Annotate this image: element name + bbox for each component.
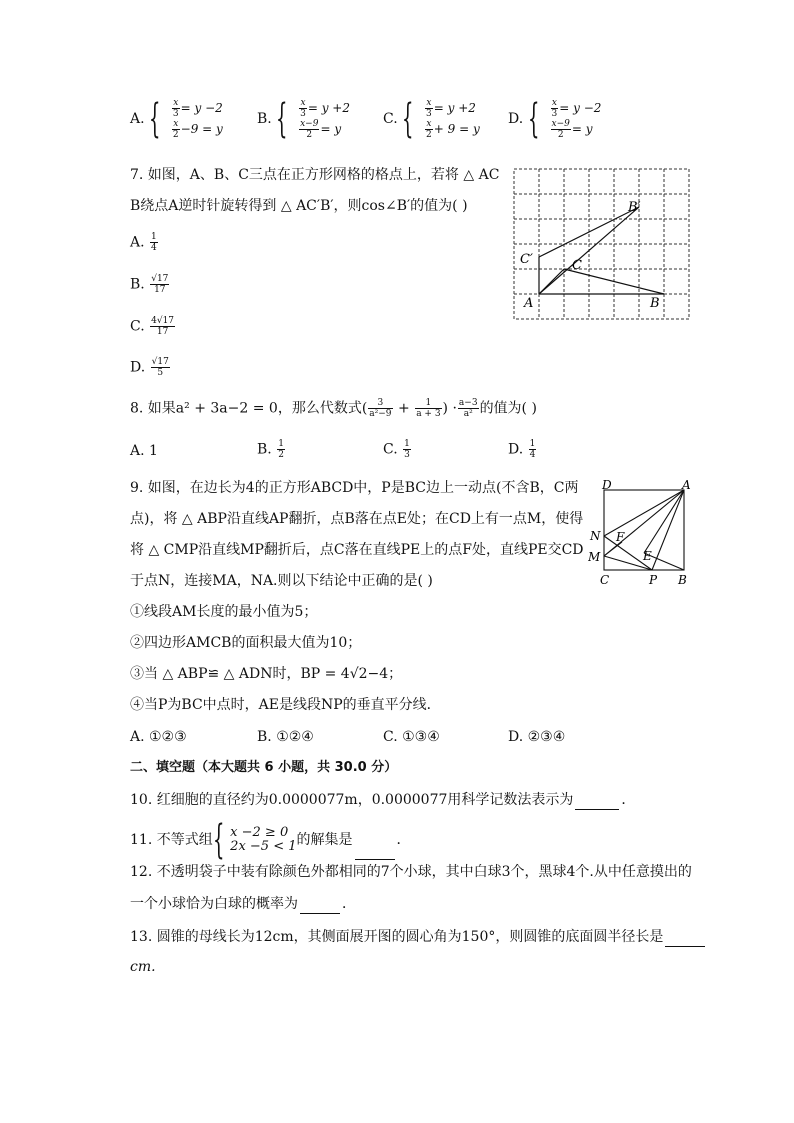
q8-option-c: C. $\frac{1}{3}$ bbox=[383, 439, 410, 460]
q8-option-b: B. $\frac{1}{2}$ bbox=[257, 439, 284, 460]
brace: { bbox=[527, 96, 540, 142]
q7-stem-line1: 7. 如图，A、B、C三点在正方形网格的格点上，若将 △ AC bbox=[130, 167, 500, 183]
segment-ae bbox=[644, 490, 684, 553]
q8-option-d: D. $\frac{1}{4}$ bbox=[508, 439, 536, 460]
q9-option-a: A. ①②③ bbox=[130, 729, 187, 745]
q8-option-a: A. 1 bbox=[130, 443, 158, 459]
q13-line2: cm. bbox=[130, 959, 156, 975]
label-c-prime: C′ bbox=[520, 252, 533, 267]
q12-line2: 一个小球恰为白球的概率为 ． bbox=[130, 893, 356, 914]
q7-grid-figure bbox=[510, 165, 695, 325]
label-f: F bbox=[616, 530, 625, 544]
option-label: A. bbox=[130, 111, 145, 127]
q13-line1: 13. 圆锥的母线长为12cm，其侧面展开图的圆心角为150°，则圆锥的底面圆半径长是 bbox=[130, 926, 707, 947]
option-label: C. bbox=[383, 111, 398, 127]
option-label: B. bbox=[257, 111, 272, 127]
brace: { bbox=[402, 96, 414, 142]
label-m: M bbox=[588, 550, 601, 564]
segment-mf bbox=[604, 542, 622, 556]
triangles bbox=[539, 207, 664, 294]
q7-option-c: C. $\frac{4√17}{17}$ bbox=[130, 316, 175, 337]
brace: { bbox=[276, 96, 288, 142]
q9-square-figure bbox=[588, 478, 698, 590]
q10: 10. 红细胞的直径约为0.0000077m，0.0000077用科学记数法表示为 ． bbox=[130, 789, 635, 810]
option-label: D. bbox=[508, 111, 524, 127]
q7-stem-line2: B绕点A逆时针旋转得到 △ AC′B′，则cos∠B′的值为( ) bbox=[130, 198, 468, 214]
label-d: D bbox=[602, 478, 612, 492]
q9-statement-1: ①线段AM长度的最小值为5； bbox=[130, 604, 318, 620]
q6-option-a: A. { $\frac{x}{3}$ = y −2 $\frac{x}{2}$ −9 = y bbox=[130, 96, 223, 142]
q6-option-c: C. { $\frac{x}{3}$ = y +2 $\frac{x}{2}$ + 9 = y bbox=[383, 96, 480, 142]
label-c: C bbox=[600, 573, 610, 587]
q7-option-a: A. $\frac{1}{4}$ bbox=[130, 232, 157, 253]
q9-option-b: B. ①②④ bbox=[257, 729, 314, 745]
q9-option-c: C. ①③④ bbox=[383, 729, 440, 745]
label-a: A bbox=[682, 478, 691, 492]
answer-blank[interactable] bbox=[665, 926, 705, 947]
q7-option-d: D. $\frac{√17}{5}$ bbox=[130, 357, 169, 378]
section-fill-in-title: 二、填空题（本大题共 6 小题，共 30.0 分） bbox=[130, 760, 398, 775]
q7-option-b: B. $\frac{√17}{17}$ bbox=[130, 274, 169, 295]
q9-statement-2: ②四边形AMCB的面积最大值为10； bbox=[130, 635, 362, 651]
q6-option-d: D. { $\frac{x}{3}$ = y −2 $\frac{x-9}{2}$ = y bbox=[508, 96, 602, 142]
label-n: N bbox=[590, 529, 601, 543]
label-p: P bbox=[649, 573, 658, 587]
q12-line1: 12. 不透明袋子中装有除颜色外都相同的7个小球，其中白球3个，黑球4个.从中任意摸出的 bbox=[130, 864, 692, 880]
brace: { bbox=[149, 96, 161, 142]
label-c: C bbox=[572, 258, 582, 273]
q9-stem-line3: 将 △ CMP沿直线MP翻折后，点C落在直线PE上的点F处，直线PE交CD bbox=[130, 542, 584, 558]
q8-stem: 8. 如果a² + 3a−2 = 0，那么代数式( $\frac{3}{\text{a²−9}}$ + $\frac{1}{a + 3}$ ) · $\frac{a-3}{\text{a²}}$ 的值为( ) bbox=[130, 398, 537, 419]
grid-lines bbox=[514, 169, 689, 319]
label-b: B bbox=[650, 296, 660, 311]
q9-statement-3: ③当 △ ABP≌ △ ADN时，BP = 4√2−4； bbox=[130, 666, 403, 682]
q9-statement-4: ④当P为BC中点时，AE是线段NP的垂直平分线． bbox=[130, 697, 441, 713]
answer-blank[interactable] bbox=[355, 839, 395, 860]
answer-blank[interactable] bbox=[575, 789, 619, 810]
q9-option-d: D. ②③④ bbox=[508, 729, 566, 745]
label-b: B bbox=[678, 573, 687, 587]
label-a: A bbox=[524, 296, 534, 311]
q11: 11. 不等式组{ x −2 ≥ 0 2x −5 < 1 的解集是 ． bbox=[130, 817, 411, 863]
q6-option-b: B. { $\frac{x}{3}$ = y +2 $\frac{x-9}{2}$ = y bbox=[257, 96, 350, 142]
label-e: E bbox=[643, 549, 652, 563]
q9-stem-line2: 点)，将 △ ABP沿直线AP翻折，点B落在点E处；在CD上有一点M，使得 bbox=[130, 511, 584, 527]
label-b-prime: B′ bbox=[628, 200, 641, 215]
q9-stem-line1: 9. 如图，在边长为4的正方形ABCD中，P是BC边上一动点(不含B，C两 bbox=[130, 480, 579, 496]
answer-blank[interactable] bbox=[300, 893, 340, 914]
brace: { bbox=[212, 817, 225, 863]
q9-stem-line4: 于点N，连接MA，NA.则以下结论中正确的是( ) bbox=[130, 573, 433, 589]
